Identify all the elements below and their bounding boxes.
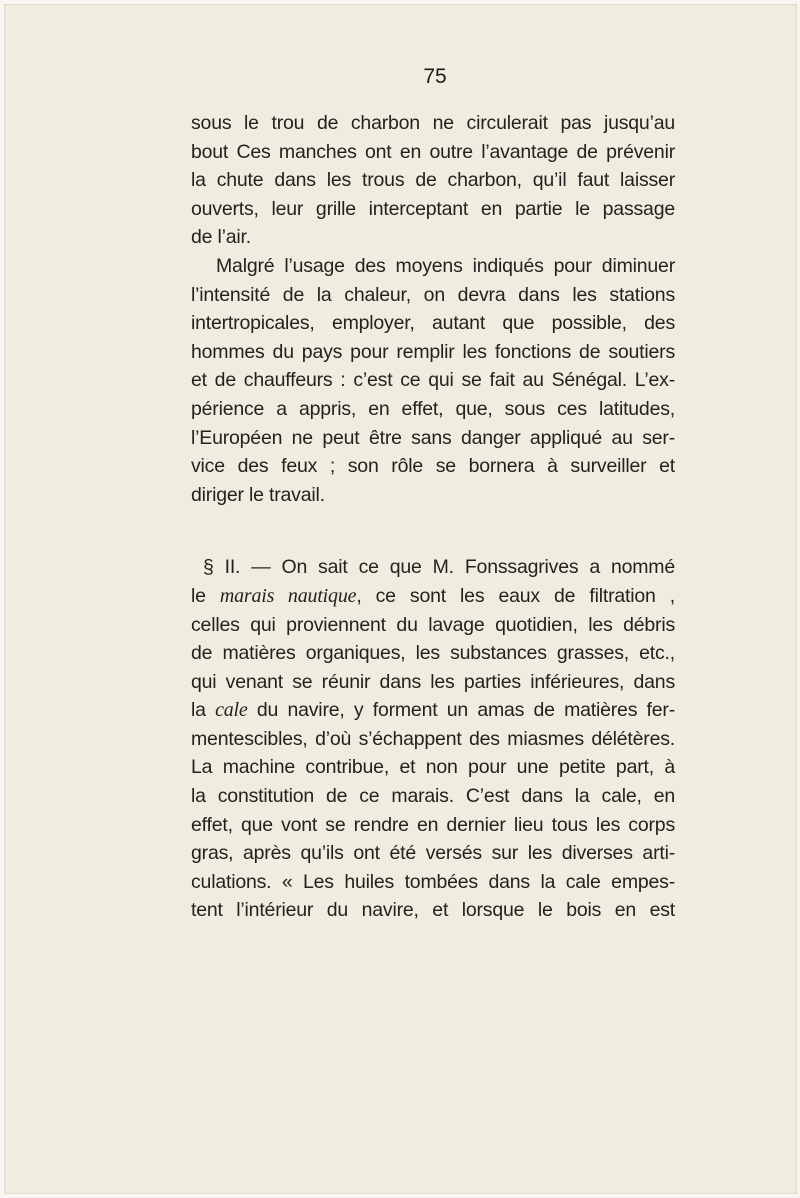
text-line: de matières organiques, les substances grasses, etc., [191,642,675,665]
text-line: l’intensité de la chaleur, on devra dans les stations [191,283,675,306]
paragraph [191,252,675,509]
book-page [4,4,797,1194]
text-line: vice des feux ; son rôle se bornera à surveiller et [191,455,675,478]
text-line: périence a appris, en effet, que, sous ces latitudes, [191,397,675,420]
text-line: sous le trou de charbon ne circulerait pas jusqu’au [191,112,675,134]
text-line: La machine contribue, et non pour une petite part, à [191,756,675,779]
text-line: Malgré l’usage des moyens indiqués pour diminuer [216,254,675,277]
text-line: la chute dans les trous de charbon, qu’il faut laisser [191,169,675,192]
text-line: et de chauffeurs : c’est ce qui se fait au Sénégal. L’ex- [191,369,675,392]
text-line: gras, après qu’ils ont été versés sur les diverses arti- [191,842,675,865]
italic-term: cale [215,699,248,722]
text-line: effet, que vont se rendre en dernier lieu tous les corps [191,813,675,836]
text-line: mentescibles, d’où s’échappent des miasmes délétères. [191,727,675,750]
text-line: le marais nautique, ce sont les eaux de filtration , [191,584,676,607]
text-line: diriger le travail. [191,483,325,506]
text-line: la cale du navire, y forment un amas de matières fer- [191,699,675,722]
paragraph [191,109,675,252]
body-text [191,109,675,925]
paragraph [191,553,675,925]
text-line: celles qui proviennent du lavage quotidien, les débris [191,613,675,636]
text-line: qui venant se réunir dans les parties inférieures, dans [191,670,675,693]
text-line: ouverts, leur grille interceptant en partie le passage [191,197,675,220]
text-line: l’Européen ne peut être sans danger appliqué au ser- [191,426,675,449]
text-line: culations. « Les huiles tombées dans la cale empes- [191,870,675,893]
section-spacing [191,509,675,553]
text-line: bout Ces manches ont en outre l’avantage de prévenir [191,140,675,163]
text-line: intertropicales, employer, autant que possible, des [191,312,675,335]
text-line: hommes du pays pour remplir les fonctions de soutiers [191,340,675,363]
text-line: la constitution de ce marais. C’est dans la cale, en [191,785,675,808]
italic-term: marais nautique [219,584,357,607]
section-heading-line: § II. — On sait ce que M. Fonssagrives a nommé [203,556,675,579]
text-line: tent l’intérieur du navire, et lorsque le bois en est [191,899,675,922]
text-line: de l’air. [191,226,251,249]
page-number: 75 [423,65,447,88]
